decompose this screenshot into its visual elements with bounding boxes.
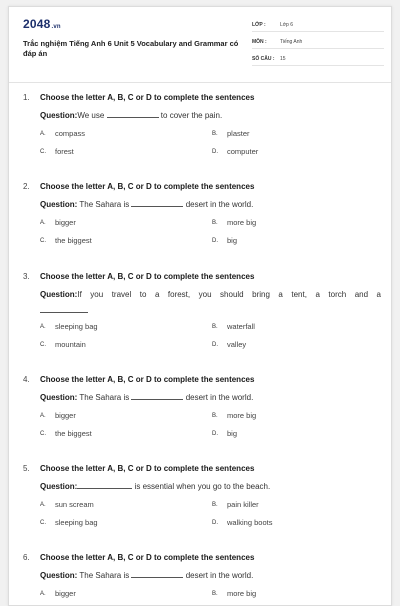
site-logo[interactable]: 2048.vn bbox=[23, 17, 61, 31]
question-text: Question:If you travel to a forest, you should bring a tent, a torch and a bbox=[40, 290, 381, 299]
question-number: 3. bbox=[23, 272, 30, 281]
option-d[interactable]: D. computer bbox=[212, 147, 259, 156]
question-instruction: Choose the letter A, B, C or D to complete the sentences bbox=[40, 272, 255, 281]
option-b[interactable]: B. more big bbox=[212, 411, 257, 420]
question-instruction: Choose the letter A, B, C or D to complete the sentences bbox=[40, 93, 255, 102]
question-instruction: Choose the letter A, B, C or D to complete the sentences bbox=[40, 553, 255, 562]
option-c[interactable]: C. the biggest bbox=[40, 429, 92, 438]
question-6 bbox=[23, 552, 381, 606]
question-number: 5. bbox=[23, 464, 30, 473]
option-a[interactable]: A. bigger bbox=[40, 218, 76, 227]
question-text: Question: is essential when you go to the beach. bbox=[40, 482, 271, 491]
option-d[interactable]: D. valley bbox=[212, 340, 247, 349]
question-number: 6. bbox=[23, 553, 30, 562]
meta-question-count: SỐ CÂU : 15 bbox=[252, 51, 384, 66]
question-number: 4. bbox=[23, 375, 30, 384]
answer-blank bbox=[77, 481, 132, 489]
option-b[interactable]: B. waterfall bbox=[212, 322, 255, 331]
question-instruction: Choose the letter A, B, C or D to complete the sentences bbox=[40, 182, 255, 191]
option-b[interactable]: B. pain killer bbox=[212, 500, 259, 509]
option-c[interactable]: C. the biggest bbox=[40, 236, 92, 245]
option-a[interactable]: A. compass bbox=[40, 129, 86, 138]
answer-blank bbox=[107, 110, 159, 118]
question-2 bbox=[23, 181, 381, 271]
question-text: Question:We use to cover the pain. bbox=[40, 111, 223, 120]
question-number: 2. bbox=[23, 182, 30, 191]
question-list bbox=[23, 92, 381, 606]
option-a[interactable]: A. bigger bbox=[40, 411, 76, 420]
document-meta bbox=[252, 17, 384, 68]
option-d[interactable]: D. walking boots bbox=[212, 518, 273, 527]
option-c[interactable]: C. sleeping bag bbox=[40, 518, 98, 527]
answer-options bbox=[40, 128, 381, 158]
answer-options bbox=[40, 321, 381, 351]
option-a[interactable]: A. bigger bbox=[40, 589, 76, 598]
document-title: Trắc nghiệm Tiếng Anh 6 Unit 5 Vocabulary and Grammar có đáp án bbox=[23, 39, 239, 58]
option-d[interactable]: D. big bbox=[212, 429, 238, 438]
option-d[interactable]: D. big bbox=[212, 236, 238, 245]
question-text: Question: The Sahara is desert in the world. bbox=[40, 393, 254, 402]
option-b[interactable]: B. plaster bbox=[212, 129, 250, 138]
answer-blank bbox=[40, 303, 88, 313]
question-instruction: Choose the letter A, B, C or D to complete the sentences bbox=[40, 375, 255, 384]
answer-blank bbox=[131, 199, 183, 207]
question-text: Question: The Sahara is desert in the world. bbox=[40, 571, 254, 580]
answer-options bbox=[40, 588, 381, 600]
answer-options bbox=[40, 217, 381, 247]
question-text: Question: The Sahara is desert in the world. bbox=[40, 200, 254, 209]
option-c[interactable]: C. forest bbox=[40, 147, 74, 156]
option-a[interactable]: A. sun scream bbox=[40, 500, 94, 509]
document-page bbox=[8, 6, 392, 606]
question-instruction: Choose the letter A, B, C or D to complete the sentences bbox=[40, 464, 255, 473]
question-number: 1. bbox=[23, 93, 30, 102]
question-4 bbox=[23, 374, 381, 463]
meta-class: LỚP : Lớp 6 bbox=[252, 17, 384, 32]
option-c[interactable]: C. mountain bbox=[40, 340, 86, 349]
question-5 bbox=[23, 463, 381, 552]
answer-options bbox=[40, 410, 381, 440]
answer-blank bbox=[131, 392, 183, 400]
option-b[interactable]: B. more big bbox=[212, 218, 257, 227]
option-b[interactable]: B. more big bbox=[212, 589, 257, 598]
answer-options bbox=[40, 499, 381, 529]
question-3 bbox=[23, 271, 381, 374]
document-header bbox=[9, 7, 391, 83]
meta-subject: MÔN : Tiếng Anh bbox=[252, 34, 384, 49]
question-1 bbox=[23, 92, 381, 181]
answer-blank bbox=[131, 570, 183, 578]
option-a[interactable]: A. sleeping bag bbox=[40, 322, 98, 331]
